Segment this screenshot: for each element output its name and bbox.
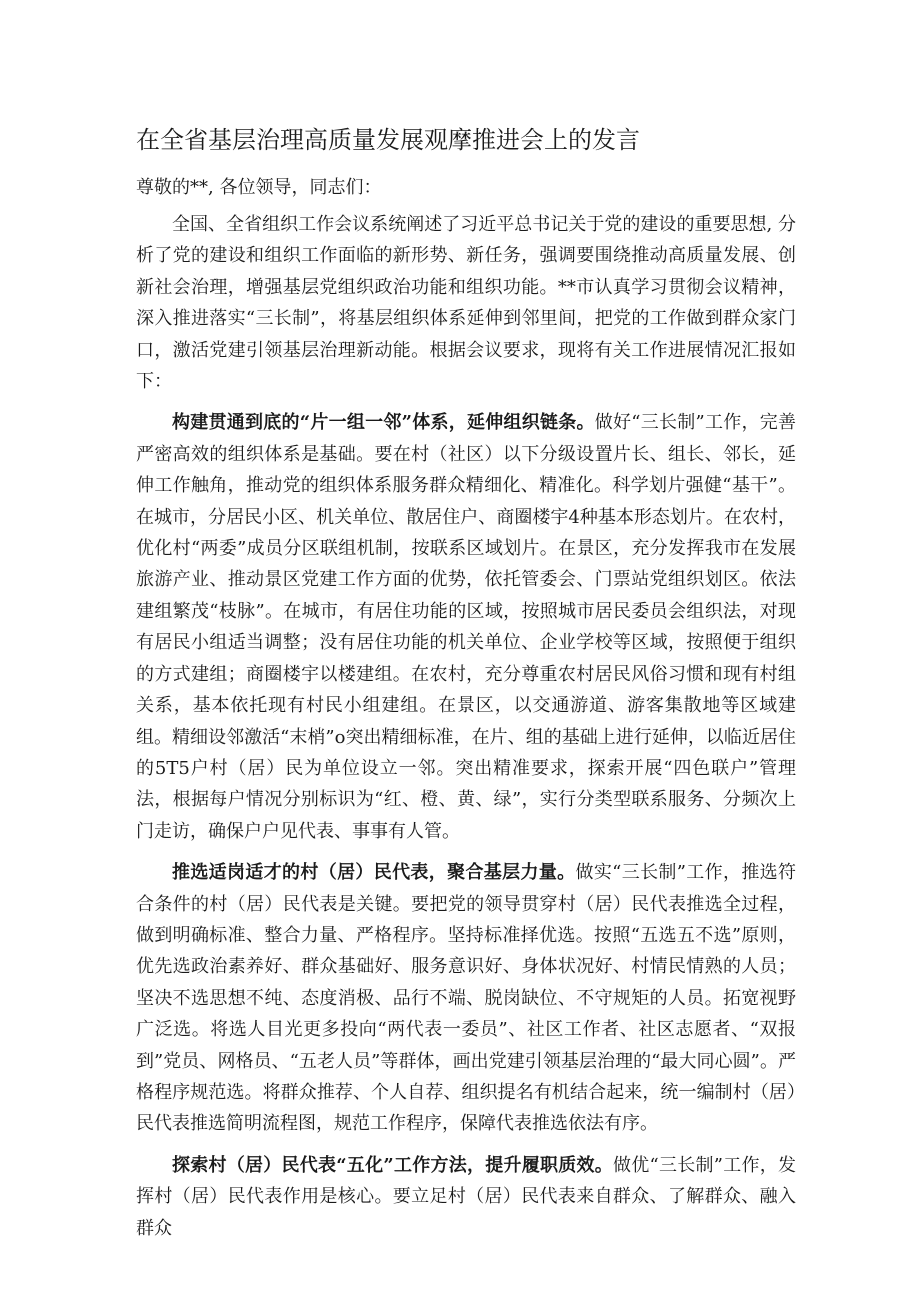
document-body: [136, 209, 796, 1254]
section-heading: 构建贯通到底的“片一组一邻”体系，延伸组织链条。: [172, 412, 595, 434]
section-heading: 推选适岗适才的村（居）民代表，聚合基层力量。: [172, 862, 576, 884]
paragraph-text: 全国、全省组织工作会议系统阐述了习近平总书记关于党的建设的重要思想, 分析了党的建设和组织工作面临的新形势、新任务，强调要围绕推动高质量发展、创新社会治理，增强基层党组织政治功能和组织功能。**市认真学习贯彻会议精神，深入推进落实“三长制”，将基层组织体系延伸到邻里间，把党的工作做到群众家门口，激活党建引领基层治理新动能。根据会议要求，现将有关工作进展情况汇报如下：: [136, 214, 796, 393]
paragraph-intro: [136, 209, 796, 397]
document-title: 在全省基层治理高质量发展观摩推进会上的发言: [136, 126, 640, 154]
paragraph-section-1: [136, 407, 796, 847]
paragraph-text: 做优“三长制”工作，发挥村（居）民代表作用是核心。要立足村（居）民代表来自群众、了解群众、融入群众: [136, 1154, 796, 1239]
paragraph-section-3: [136, 1150, 796, 1244]
paragraph-section-2: [136, 857, 796, 1140]
paragraph-text: 做实“三长制”工作，推选符合条件的村（居）民代表是关键。要把党的领导贯穿村（居）民代表推选全过程，做到明确标准、整合力量、严格程序。坚持标准择优选。按照“五选五不选”原则，优先选政治素养好、群众基础好、服务意识好、身体状况好、村情民情熟的人员；坚决不选思想不纯、态度消极、品行不端、脱岗缺位、不守规矩的人员。拓宽视野广泛选。将选人目光更多投向“两代表一委员”、社区工作者、社区志愿者、“双报到”党员、网格员、“五老人员”等群体，画出党建引领基层治理的“最大同心圆”。严格程序规范选。将群众推荐、个人自荐、组织提名有机结合起来，统一编制村（居）民代表推选简明流程图，规范工作程序，保障代表推选依法有序。: [136, 862, 796, 1135]
salutation: 尊敬的**, 各位领导，同志们：: [136, 177, 382, 198]
section-heading: 探索村（居）民代表“五化”工作方法，提升履职质效。: [172, 1154, 614, 1176]
paragraph-text: 做好“三长制”工作，完善严密高效的组织体系是基础。要在村（社区）以下分级设置片长、组长、邻长，延伸工作触角，推动党的组织体系服务群众精细化、精准化。科学划片强健“基干”。在城市，分居民小区、机关单位、散居住户、商圈楼宇4种基本形态划片。在农村，优化村“两委”成员分区联组机制，按联系区域划片。在景区，充分发挥我市在发展旅游产业、推动景区党建工作方面的优势，依托管委会、门票站党组织划区。依法建组繁茂“枝脉”。在城市，有居住功能的区域，按照城市居民委员会组织法，对现有居民小组适当调整；没有居住功能的机关单位、企业学校等区域，按照便于组织的方式建组；商圈楼宇以楼建组。在农村，充分尊重农村居民风俗习惯和现有村组关系，基本依托现有村民小组建组。在景区，以交通游道、游客集散地等区域建组。精细设邻激活“末梢”o突出精细标准，在片、组的基础上进行延伸，以临近居住的5T5户村（居）民为单位设立一邻。突出精准要求，探索开展“四色联户”管理法，根据每户情况分别标识为“红、橙、黄、绿”，实行分类型联系服务、分频次上门走访，确保户户见代表、事事有人管。: [136, 412, 796, 842]
